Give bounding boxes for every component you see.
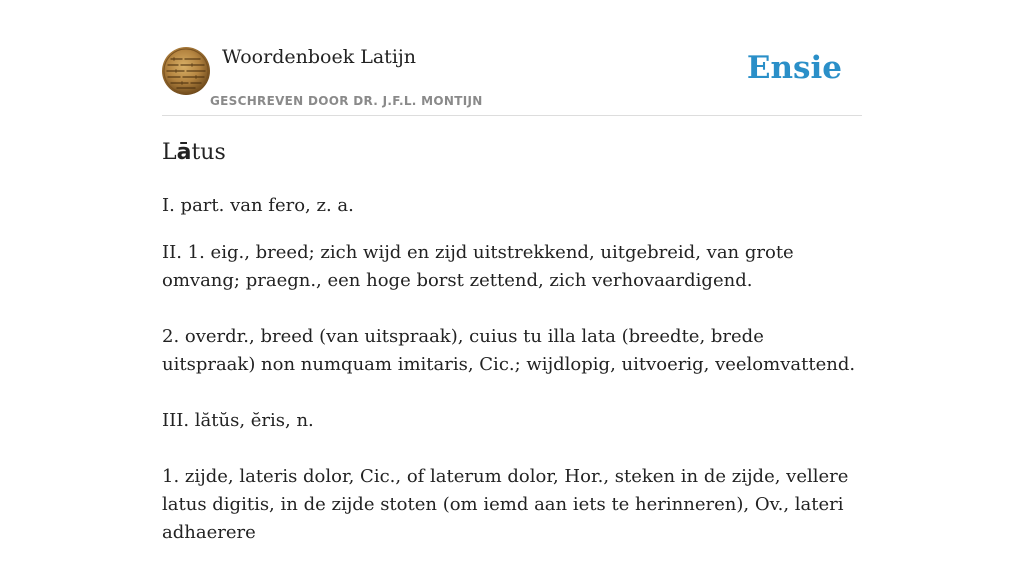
definition-paragraph: 1. zijde, lateris dolor, Cic., of laterum dolor, Hor., steken in de zijde, vellere latus digitis, in de zijde stoten (om iemd aan iets te herinneren), Ov., lateri adhaerere <box>162 466 849 543</box>
site-title[interactable]: Woordenboek Latijn <box>222 46 417 68</box>
entry-body <box>162 192 862 566</box>
site-header <box>162 0 862 116</box>
definition-paragraph: 2. overdr., breed (van uitspraak), cuius tu illa lata (breedte, brede uitspraak) non numquam imitaris, Cic.; wijdlopig, uitvoerig, veelomvattend. <box>162 326 856 375</box>
ensie-logo-link[interactable]: Ensie <box>746 50 842 86</box>
definition-paragraph: I. part. van fero, z. a. <box>162 195 354 216</box>
entry-title-accent: ā <box>176 140 192 165</box>
entry-title <box>162 140 226 165</box>
page <box>162 0 862 543</box>
entry-title-prefix: L <box>162 140 177 165</box>
inscribed-seal-icon[interactable] <box>162 47 210 95</box>
author-line: GESCHREVEN DOOR DR. J.F.L. MONTIJN <box>210 94 483 108</box>
definition-paragraph: III. lătŭs, ĕris, n. <box>162 410 314 431</box>
definition-paragraph: II. 1. eig., breed; zich wijd en zijd uitstrekkend, uitgebreid, van grote omvang; praegn., een hoge borst zettend, zich verhovaardigend. <box>162 242 794 291</box>
entry-title-suffix: tus <box>191 140 226 165</box>
